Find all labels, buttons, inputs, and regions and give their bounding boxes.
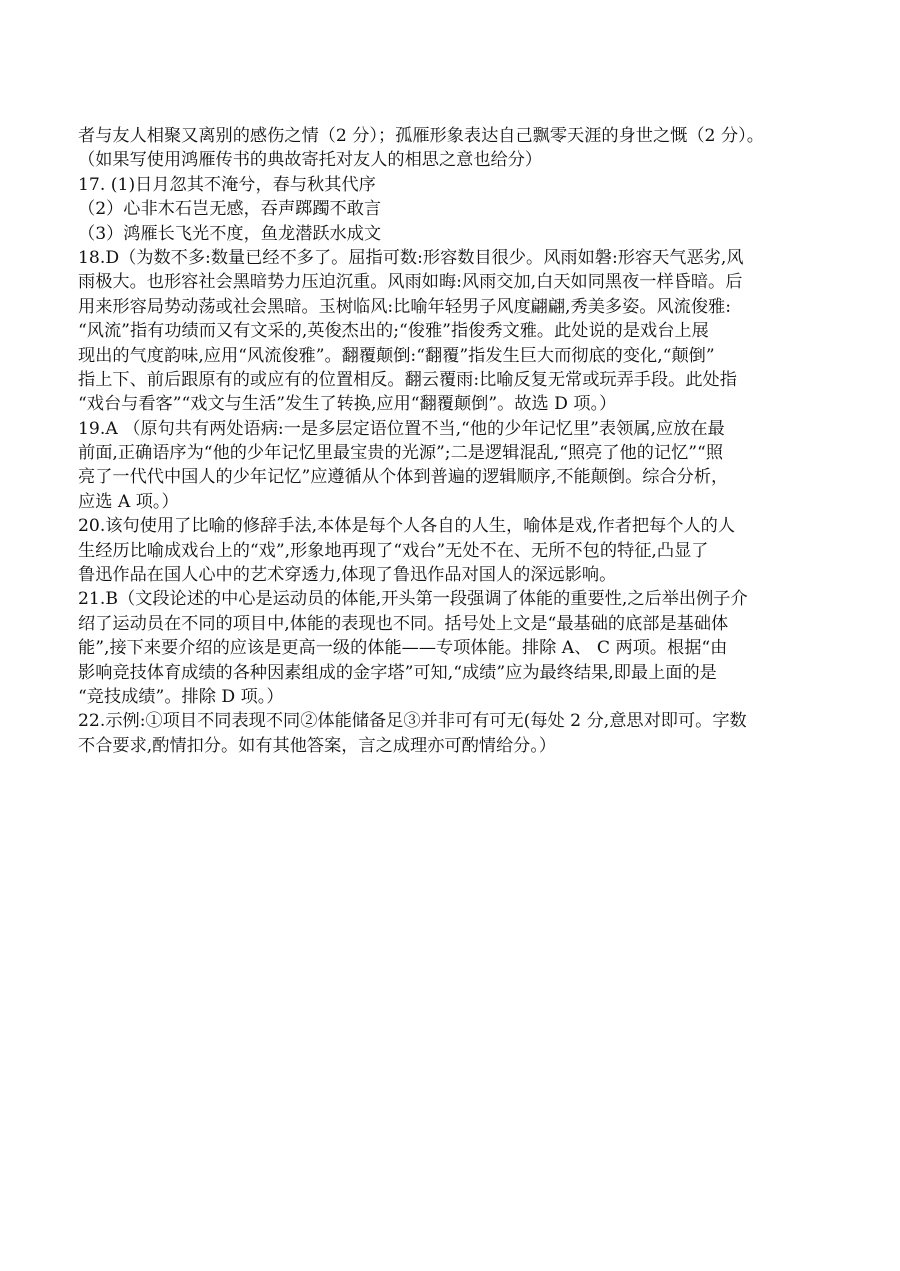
answer-21-line-2: 绍了运动员在不同的项目中,体能的表现也不同。括号处上文是“最基础的底部是基础体 — [78, 613, 729, 634]
answer-20-line-1: 20.该句使用了比喻的修辞手法,本体是每个人各自的人生，喻体是戏,作者把每个人的人 — [78, 516, 736, 537]
answer-19-line-1: 19.A （原句共有两处语病:一是多层定语位置不当,“他的少年记忆里”表领属,应放在最 — [78, 418, 725, 439]
answer-18-line-2: 雨极大。也形容社会黑暗势力压迫沉重。风雨如晦:风雨交加,白天如同黑夜一样昏暗。后 — [78, 272, 743, 293]
answer-19-line-4: 应选 A 项。） — [78, 491, 179, 512]
answer-17-line-1: 17. (1)日月忽其不淹兮，春与秋其代序 — [78, 174, 376, 195]
answer-21-line-5: “竞技成绩”。排除 D 项。） — [78, 686, 284, 707]
answer-21-line-4: 影响竞技体育成绩的各种因素组成的金字塔”可知,“成绩”应为最终结果,即最上面的是 — [78, 662, 717, 683]
answer-18-line-4: “风流”指有功绩而又有文采的,英俊杰出的;“俊雅”指俊秀文雅。此处说的是戏台上展 — [78, 321, 709, 342]
answer-18-line-6: 指上下、前后跟原有的或应有的位置相反。翻云覆雨:比喻反复无常或玩弄手段。此处指 — [78, 369, 737, 390]
answer-18-line-1: 18.D（为数不多:数量已经不多了。屈指可数:形容数目很少。风雨如磐:形容天气恶劣,风 — [78, 247, 744, 268]
answer-key-page — [78, 124, 818, 758]
answer-19-line-3: 亮了一代代中国人的少年记忆”应遵循从个体到普遍的逻辑顺序,不能颠倒。综合分析， — [78, 467, 729, 488]
answer-18-line-5: 现出的气度韵味,应用“风流俊雅”。翻覆颠倒:“翻覆”指发生巨大而彻底的变化,“颠倒” — [78, 345, 715, 366]
answer-20-line-2: 生经历比喻成戏台上的“戏”,形象地再现了“戏台”无处不在、无所不包的特征,凸显了 — [78, 540, 709, 561]
answer-16-line-1: 者与友人相聚又离别的感伤之情（2 分）；孤雁形象表达自己飘零天涯的身世之慨（2 分）。 — [78, 126, 764, 146]
answer-19-line-2: 前面,正确语序为“他的少年记忆里最宝贵的光源”;二是逻辑混乱,“照亮了他的记忆”“照 — [78, 443, 724, 464]
answer-22-line-1: 22.示例:①项目不同表现不同②体能储备足③并非可有可无(每处 2 分,意思对即可。字数 — [78, 711, 747, 732]
answer-21-line-3: 能”,接下来要介绍的应该是更高一级的体能——专项体能。排除 A、 C 两项。根据“由 — [78, 638, 728, 659]
answer-17-line-2: （2）心非木石岂无感，吞声踯躅不敢言 — [78, 199, 382, 220]
answer-16-line-2: （如果写使用鸿雁传书的典故寄托对友人的相思之意也给分） — [78, 150, 543, 171]
answer-18-line-7: “戏台与看客”“戏文与生活”发生了转换,应用“翻覆颠倒”。故选 D 项。） — [78, 394, 617, 415]
answer-18-line-3: 用来形容局势动荡或社会黑暗。玉树临风:比喻年轻男子风度翩翩,秀美多姿。风流俊雅: — [78, 296, 731, 317]
answer-17-line-3: （3）鸿雁长飞光不度，鱼龙潜跃水成文 — [78, 223, 382, 244]
answer-20-line-3: 鲁迅作品在国人心中的艺术穿透力,体现了鲁迅作品对国人的深远影响。 — [78, 565, 617, 586]
answer-22-line-2: 不合要求,酌情扣分。如有其他答案，言之成理亦可酌情给分。） — [78, 735, 557, 756]
answer-21-line-1: 21.B（文段论述的中心是运动员的体能,开头第一段强调了体能的重要性,之后举出例子介 — [78, 589, 748, 610]
